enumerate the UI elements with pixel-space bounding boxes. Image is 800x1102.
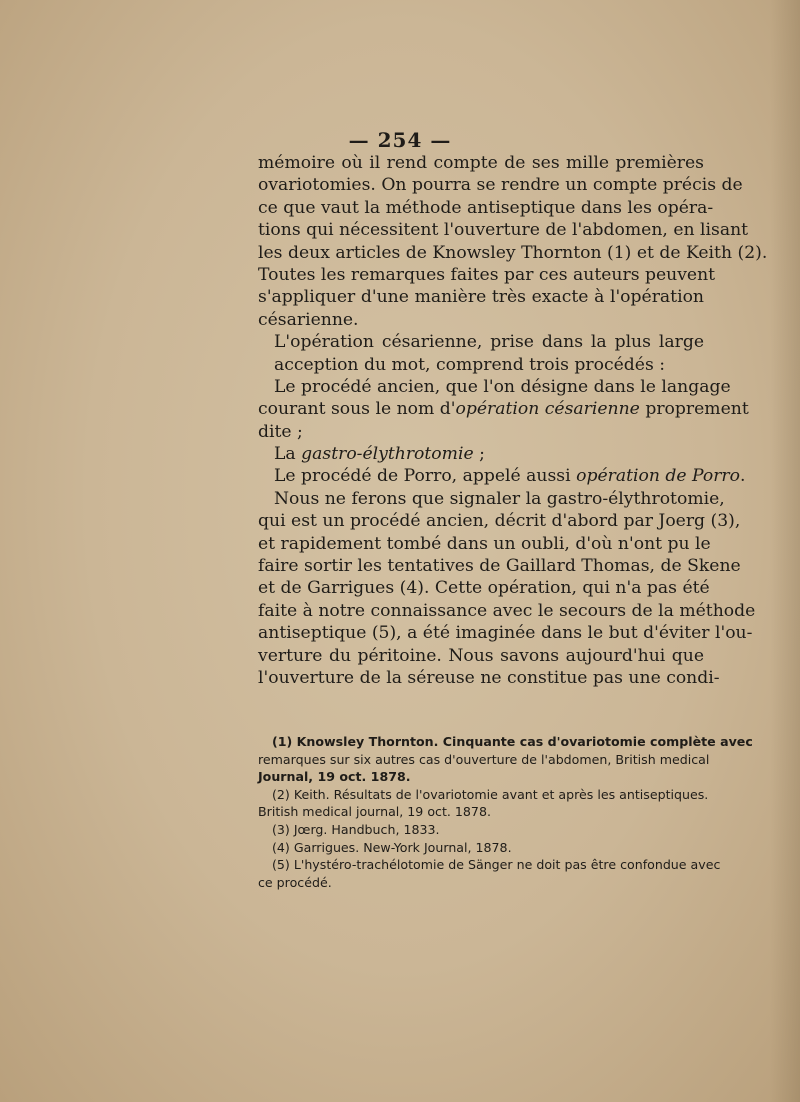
text-line: césarienne. xyxy=(258,309,359,330)
text-line: tions qui nécessitent l'ouverture de l'abdomen, en lisant xyxy=(258,220,749,241)
text-line: l'ouverture de la séreuse ne constitue pas une condi- xyxy=(258,667,720,688)
footnote-line: (1) Knowsley Thornton. Cinquante cas d'ovariotomie complète avec xyxy=(272,734,753,749)
text-line: ce que vaut la méthode antiseptique dans les opéra- xyxy=(258,197,714,218)
footnote-line: (4) Garrigues. New-York Journal, 1878. xyxy=(272,839,512,855)
emphasis-gastro-elythrotomie: gastro-élythrotomie xyxy=(301,444,474,465)
text-line: verture du péritoine. Nous savons aujourd'hui que xyxy=(258,645,704,666)
footnotes xyxy=(258,733,753,891)
text-run: Le procédé de Porro, appelé aussi xyxy=(274,466,577,487)
footnote-line: ce procédé. xyxy=(258,874,332,890)
text-line: faire sortir les tentatives de Gaillard Thomas, de Skene xyxy=(258,556,741,577)
text-run: proprement xyxy=(639,399,749,420)
footnote-line: Journal, 19 oct. 1878. xyxy=(258,769,411,785)
text-line: Toutes les remarques faites par ces auteurs peuvent xyxy=(258,264,716,285)
text-line: acception du mot, comprend trois procédés : xyxy=(274,354,666,375)
footnote-line: (3) Jœrg. Handbuch, 1833. xyxy=(272,821,440,837)
text-run: courant sous le nom d' xyxy=(258,399,456,420)
page-edge-shadow xyxy=(770,0,800,1102)
text-line: ovariotomies. On pourra se rendre un compte précis de xyxy=(258,175,743,196)
text-line: dite ; xyxy=(258,421,303,442)
emphasis-operation-de-porro: opération de Porro xyxy=(576,466,740,487)
text-line: qui est un procédé ancien, décrit d'abord par Joerg (3), xyxy=(258,511,741,532)
text-line: et de Garrigues (4). Cette opération, qui n'a pas été xyxy=(258,578,710,599)
footnote-line: British medical journal, 19 oct. 1878. xyxy=(258,804,491,820)
text-line: Nous ne ferons que signaler la gastro-élythrotomie, xyxy=(274,488,725,509)
footnote-line: (5) L'hystéro-trachélotomie de Sänger ne doit pas être confondue avec xyxy=(272,857,721,873)
emphasis-operation-cesarienne: opération césarienne xyxy=(455,399,640,420)
text-run: La xyxy=(274,444,302,465)
text-line: faite à notre connaissance avec le secours de la méthode xyxy=(258,600,756,621)
text-line: et rapidement tombé dans un oubli, d'où n'ont pu le xyxy=(258,533,711,554)
text-run: ; xyxy=(473,444,485,465)
text-line: les deux articles de Knowsley Thornton (1) et de Keith (2). xyxy=(258,242,768,263)
text-line: antiseptique (5), a été imaginée dans le but d'éviter l'ou- xyxy=(258,623,753,644)
text-line-mixed xyxy=(258,398,749,420)
footnote-line: remarques sur six autres cas d'ouverture de l'abdomen, British medical xyxy=(258,751,710,767)
text-line-mixed xyxy=(258,465,746,487)
text-run: . xyxy=(740,466,746,487)
text-line-mixed xyxy=(258,443,704,465)
text-line: s'appliquer d'une manière très exacte à l'opération xyxy=(258,287,704,308)
text-line: L'opération césarienne, prise dans la plus large xyxy=(274,332,704,353)
text-line: mémoire où il rend compte de ses mille premières xyxy=(258,153,704,173)
text-line: Le procédé ancien, que l'on désigne dans le langage xyxy=(274,376,731,397)
page-number: — 254 — xyxy=(348,128,452,152)
body-text xyxy=(258,152,768,689)
footnote-line: (2) Keith. Résultats de l'ovariotomie avant et après les antiseptiques. xyxy=(272,786,709,802)
